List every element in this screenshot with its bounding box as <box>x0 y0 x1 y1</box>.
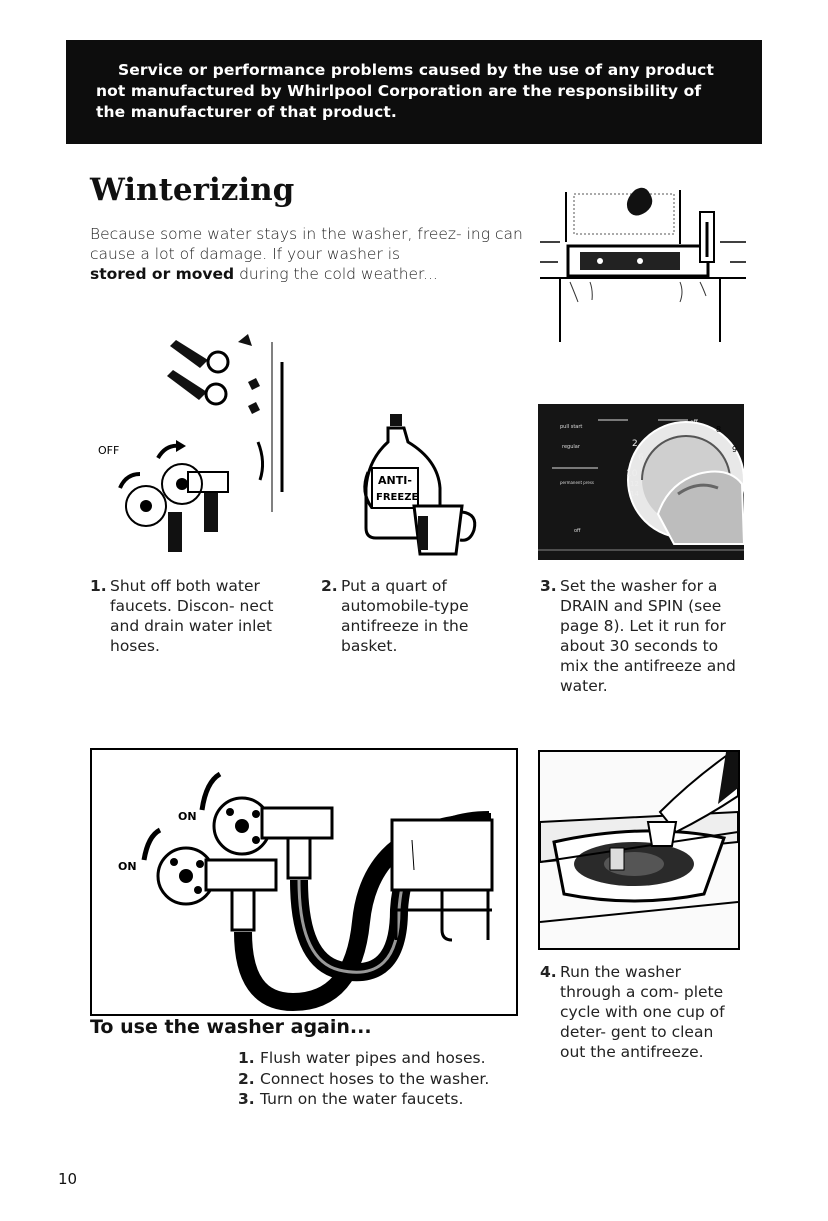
page-title: Winterizing <box>90 172 295 208</box>
use-again-item-text: Flush water pipes and hoses. <box>260 1049 486 1067</box>
dial-num-12: 12 <box>630 480 639 488</box>
dial-num-9: 9 <box>732 445 738 454</box>
page-number: 10 <box>58 1170 78 1188</box>
antifreeze-jug-illustration <box>358 412 484 558</box>
intro-text: Because some water stays in the washer, freez- ing can cause a lot of damage. If your washer is <box>90 225 523 263</box>
faucets-off-illustration <box>98 322 298 562</box>
faucets-on-illustration <box>90 748 518 1016</box>
on-label-2: ON <box>118 860 137 873</box>
use-again-item <box>238 1048 489 1069</box>
step-3-number: 3. <box>540 577 557 595</box>
washer-cold-illustration <box>540 182 746 342</box>
jug-label-freeze: FREEZE <box>376 492 419 503</box>
use-again-item-number: 1. <box>238 1049 255 1067</box>
step-4-text: Run the washer through a com- plete cycle with one cup of deter- gent to clean out the antifreeze. <box>560 963 725 1061</box>
dial-num-10: 10 <box>626 469 638 479</box>
dial-label-off-1: off <box>574 528 581 534</box>
use-again-item-text: Turn on the water faucets. <box>260 1090 464 1108</box>
step-1-text: Shut off both water faucets. Discon- nect and drain water inlet hoses. <box>110 577 274 655</box>
step-1-number: 1. <box>90 577 107 595</box>
use-again-list <box>238 1048 489 1110</box>
dial-label-permanent: permanent press <box>560 480 595 485</box>
pouring-detergent-photo <box>538 750 740 950</box>
use-again-item-number: 3. <box>238 1090 255 1108</box>
off-label: OFF <box>98 444 120 457</box>
jug-label-anti: ANTI- <box>378 474 412 487</box>
step-4-number: 4. <box>540 963 557 981</box>
step-2-number: 2. <box>321 577 338 595</box>
step-1 <box>90 576 290 656</box>
intro-text-end: during the cold weather... <box>239 265 438 283</box>
dial-label-pull-start: pull start <box>560 424 583 430</box>
notice-line-1: Service or performance problems caused by the use of any product <box>118 61 714 79</box>
use-again-item-text: Connect hoses to the washer. <box>260 1069 490 1088</box>
dial-num-6: 6 <box>638 453 644 463</box>
notice-line-2: not manufactured by Whirlpool Corporation are the responsibility of <box>96 82 702 100</box>
step-3 <box>540 576 750 696</box>
use-again-item-number: 2. <box>238 1069 255 1088</box>
notice-banner <box>66 40 762 144</box>
washer-dial-photo <box>538 404 744 560</box>
step-2 <box>321 576 517 656</box>
dial-num-14: 14 <box>630 490 639 498</box>
dial-label-regular: regular <box>562 444 580 450</box>
intro-paragraph <box>90 224 540 284</box>
step-4 <box>540 962 740 1062</box>
dial-num-2: 2 <box>632 439 638 449</box>
intro-bold: stored or moved <box>90 265 235 283</box>
use-again-heading: To use the washer again... <box>90 1016 372 1038</box>
on-label-1: ON <box>178 810 197 823</box>
step-2-text: Put a quart of automobile-type antifreeze in the basket. <box>341 577 469 655</box>
dial-num-8: 8 <box>716 425 722 434</box>
use-again-item <box>238 1089 489 1110</box>
notice-line-3: the manufacturer of that product. <box>96 103 397 121</box>
use-again-item <box>238 1069 489 1090</box>
step-3-text: Set the washer for a DRAIN and SPIN (see page 8). Let it run for about 30 seconds to mix the antifreeze and water. <box>560 577 736 695</box>
